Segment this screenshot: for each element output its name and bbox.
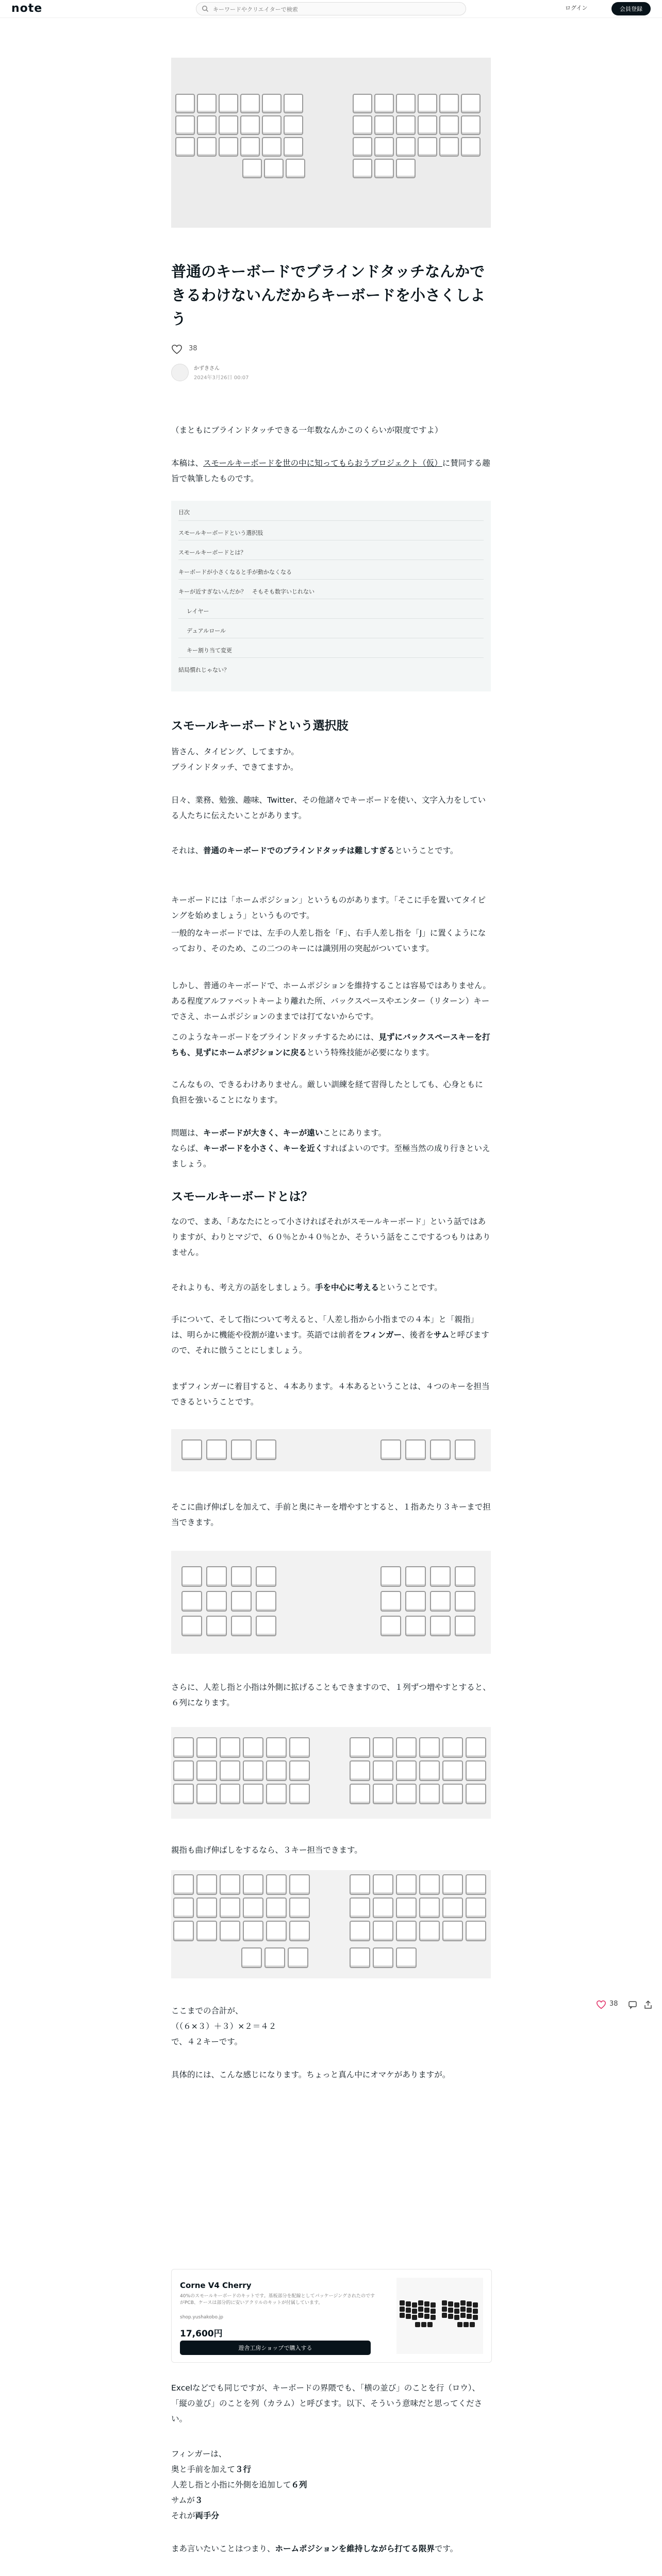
paragraph: ここまでの合計が、 [171,2006,243,2015]
keycap [396,1921,417,1941]
keycap [173,1897,194,1918]
keycap [181,1616,202,1636]
keycap [173,1737,194,1758]
product-keycap [412,2302,417,2308]
product-card[interactable] [171,2269,492,2363]
paragraph: まずフィンガーに着目すると、４本あります。４本あるということは、４つのキーを担当できるということです。 [171,1382,490,1406]
keycap [289,1784,310,1804]
project-post: に賛同する趣旨で執筆したものです。 [171,459,490,483]
paragraph: 手について、そして指について考えると、「人差し指から小指までの４本」と「親指」は、明らかに機能や役割が違います。英語では前者をフィンガー、後者をサムと呼びますので、それに倣うことにしましょう。 [171,1315,489,1355]
keyboard-figure-4 [171,1870,491,1978]
keycap [289,1760,310,1781]
keycap [373,1737,393,1758]
product-keycap [424,2301,429,2307]
keycap [196,1737,217,1758]
keycap [353,159,372,178]
product-keycap [448,2308,453,2313]
keycap [442,1760,463,1781]
product-keycap [431,2309,436,2314]
keycap [231,1591,252,1612]
paragraph: それが両手分 [171,2511,220,2520]
product-keycap [473,2315,478,2320]
keycap [380,1566,401,1587]
paragraph: サムが３ [171,2496,203,2505]
keycap [374,94,394,113]
product-keycap [421,2322,426,2327]
paragraph: しかし、普通のキーボードで、ホームポジションを維持することは容易ではありません。ある程度アルファベットキーより離れた所、バックスペースやエンター（リターン）キーでさえ、ホームポジションのままでは打てないからです。 [171,981,491,1021]
keycap [461,115,481,135]
site-header [0,0,662,18]
keycap [206,1616,227,1636]
keycap [396,115,416,135]
product-image[interactable] [396,2278,483,2354]
keycap [175,115,195,135]
toc-item[interactable]: キーボードが小さくなると手が動かなくなる [178,569,292,575]
split-keyboard-image [396,2278,483,2354]
keycap [466,1921,486,1941]
product-shop: shop.yushakobo.jp [180,2315,223,2320]
product-keycap [418,2300,423,2306]
keycap [173,1921,194,1941]
keycap [219,137,238,157]
toc-item[interactable]: レイヤー [187,608,209,615]
paragraph: このようなキーボードをブラインドタッチするためには、見ずにバックスペースキーを打ちも、見ずにホームポジションに戻るという特殊技能が必要になります。 [171,1032,490,1057]
product-keycap [418,2307,423,2312]
keycap [266,1760,287,1781]
keyboard-figure-2 [171,1551,491,1654]
paragraph: それは、普通のキーボードでのブラインドタッチは難しすぎるということです。 [171,846,458,855]
keycap [396,1897,417,1918]
project-text [171,455,491,486]
keycap [231,1566,252,1587]
keycap [350,1921,370,1941]
keycap [196,1784,217,1804]
product-keycap [454,2315,459,2320]
keycap [173,1784,194,1804]
keycap [231,1616,252,1636]
paragraph: さらに、人差し指と小指は外側に拡げることもできますので、１列ずつ増やすとすると、６列になります。 [171,1683,491,1707]
keycap [442,1897,463,1918]
product-keycap [424,2314,429,2319]
product-keycap [427,2322,433,2327]
keycap [289,1737,310,1758]
keycap [262,137,282,157]
keycap [220,1784,240,1804]
keycap [466,1784,486,1804]
paragraph: 具体的には、こんな感じになります。ちょっと真ん中にオマケがありますが。 [171,2070,451,2079]
keycap [466,1874,486,1895]
keycap [419,1897,440,1918]
keycap [353,115,372,135]
paragraph: 親指も曲げ伸ばしをするなら、３キー担当できます。 [171,1845,362,1855]
product-description: 40%のスモールキーボードのキットです。基板部分を配線としてパッケージングされたのですがPCB、ケースは部分的に安いアクリルのキットが付属しています。 [180,2294,375,2306]
avatar[interactable] [171,364,189,381]
keycap [220,1874,240,1895]
keycap [430,1616,451,1636]
keycap [374,137,394,157]
keycap [396,1760,417,1781]
keycap [243,1760,263,1781]
keycap [241,1947,262,1968]
keycap [266,1737,287,1758]
product-keycap [457,2322,462,2327]
product-keycap [460,2307,466,2312]
product-keycap [400,2313,405,2318]
keycap [373,1784,393,1804]
login-link[interactable]: ログイン [565,5,588,11]
keycap [181,1591,202,1612]
keycap [256,1591,276,1612]
comment-icon[interactable] [628,2000,637,2009]
keycap [350,1737,370,1758]
keycap [405,1616,426,1636]
keycap [197,137,217,157]
keycap [243,1897,263,1918]
keycap [256,1616,276,1636]
keycap [181,1439,202,1460]
keycap [206,1566,227,1587]
product-keycap [454,2302,459,2308]
keycap [353,94,372,113]
signup-button[interactable]: 会員登録 [611,2,651,15]
keycap [262,94,282,113]
share-icon[interactable] [643,2000,653,2009]
keycap [442,1921,463,1941]
keycap [373,1897,393,1918]
product-keycap [470,2322,475,2327]
keycap [442,1874,463,1895]
keycap [373,1947,393,1968]
keycap [439,137,459,157]
keycap [240,137,260,157]
paragraph: 一般的なキーボードでは、左手の人差し指を「F」、右手人差し指を「J」に置くようになっており、そのため、この二つのキーには識別用の突起がついています。 [171,928,486,953]
keycap [461,94,481,113]
keycap [219,94,238,113]
like-count: 38 [189,345,197,352]
keyboard-figure-3 [171,1727,491,1819]
keycap [455,1439,475,1460]
product-keycap [460,2313,466,2318]
paragraph: で、４２キーです。 [171,2037,242,2046]
keycap [175,137,195,157]
keycap [173,1760,194,1781]
buy-button[interactable]: 遊舎工房ショップで購入する [180,2341,371,2355]
product-keycap [406,2308,411,2313]
keycap [405,1591,426,1612]
keycap [284,137,303,157]
paragraph: ならば、キーボードを小さく、キーを近くすればよいのです。至極当然の成り行きといえましょう。 [171,1144,490,1168]
keycap [418,94,437,113]
paragraph: フィンガーは、 [171,2449,227,2459]
keycap [396,159,416,178]
keycap [266,1784,287,1804]
keycap [264,1947,285,1968]
search-icon [202,5,209,12]
keycap [243,1784,263,1804]
paragraph: ブラインドタッチ、できてますか。 [171,762,299,772]
heart-icon[interactable] [596,2000,606,2009]
keycap [466,1760,486,1781]
keycap [455,1566,475,1587]
keycap [374,115,394,135]
project-pre: 本稿は、 [171,459,204,468]
product-keycap [415,2322,420,2327]
product-keycap [460,2300,466,2306]
product-keycap [424,2308,429,2313]
keycap [220,1737,240,1758]
paragraph [171,2574,491,2576]
keycap [220,1897,240,1918]
note-logo[interactable]: note [11,2,43,15]
keycap [289,1921,310,1941]
keycap [266,1874,287,1895]
keycap [374,159,394,178]
paragraph: （（６×３）＋３）×２＝４２ [171,2022,277,2031]
paragraph: 日々、業務、勉強、趣味、Twitter、その他諸々でキーボードを使い、文字入力をしている人たちに伝えたいことがあります。 [171,795,486,820]
paragraph: なので、まあ、「あなたにとって小さければそれがスモールキーボード」という話ではありますが、わりとマジで、６０％とか４０％とか、そういう話をここでするつもりはありません。 [171,1217,491,1257]
keycap [242,159,262,178]
product-keycap [473,2309,478,2314]
paragraph: 皆さん、タイピング、してますか。 [171,747,299,756]
keycap [288,1947,308,1968]
product-title[interactable]: Corne V4 Cherry [180,2281,252,2290]
keycap [430,1439,451,1460]
publish-date: 2024年3月26日 00:07 [194,375,249,381]
keycap [286,159,305,178]
keycap [419,1737,440,1758]
paragraph: 人差し指と小指に外側を追加して６列 [171,2480,307,2489]
product-keycap [400,2307,405,2312]
keycap [206,1591,227,1612]
keycap [373,1921,393,1941]
keycap [350,1760,370,1781]
keycap [350,1874,370,1895]
keycap [220,1921,240,1941]
toc-item[interactable]: スモールキーボードという選択肢 [178,530,263,536]
keycap [461,137,481,157]
keycap [196,1874,217,1895]
search-input[interactable] [212,4,461,14]
product-keycap [467,2301,472,2307]
keycap [266,1921,287,1941]
keycap [181,1566,202,1587]
keycap [289,1874,310,1895]
keycap [196,1921,217,1941]
toc-item[interactable]: 結局慣れじゃない？ [178,667,229,673]
keycap [405,1439,426,1460]
keycap [175,94,195,113]
paragraph: 問題は、キーボードが大きく、キーが遠いことにあります。 [171,1128,386,1138]
keycap [419,1921,440,1941]
keycap [289,1897,310,1918]
keycap [418,137,437,157]
product-keycap [448,2301,453,2307]
author-name[interactable]: かずきさん [194,366,220,371]
keycap [419,1760,440,1781]
keycap [373,1760,393,1781]
table-of-contents [171,501,491,691]
keycap [396,137,416,157]
paragraph: 奥と手前を加えて３行 [171,2465,252,2474]
paragraph: こんなもの、できるわけありません。厳しい訓練を経て習得したとしても、心身ともに負担を強いることになります。 [171,1080,483,1105]
keycap [419,1784,440,1804]
product-keycap [406,2301,411,2307]
side-like-count: 38 [609,2000,618,2008]
product-keycap [400,2300,405,2306]
section-heading: スモールキーボードという選択肢 [171,719,349,733]
keycap [266,1897,287,1918]
keycap [396,1737,417,1758]
keycap [284,94,303,113]
product-keycap [442,2300,447,2306]
product-keycap [431,2315,436,2320]
product-price: 17,600円 [180,2329,223,2339]
paragraph: Excelなどでも同じですが、キーボードの界隈でも、「横の並び」のことを行（ロウ）、「縦の並び」のことを列（カラム）と呼びます。以下、そういう意味だと思ってください。 [171,2383,483,2424]
heart-icon[interactable] [171,344,183,354]
keycap [243,1921,263,1941]
paragraph: そこに曲げ伸ばしを加えて、手前と奥にキーを増やすとすると、１指あたり３キーまで担当できます。 [171,1502,491,1527]
keycap [284,115,303,135]
keycap [466,1737,486,1758]
keycap [173,1874,194,1895]
product-keycap [418,2313,423,2318]
keycap [243,1874,263,1895]
keycap [350,1947,370,1968]
keycap [231,1439,252,1460]
project-link[interactable]: スモールキーボードを世の中に知ってもらおうプロジェクト（仮） [203,459,442,468]
keycap [240,94,260,113]
product-keycap [442,2307,447,2312]
paragraph: それよりも、考え方の話をしましょう。手を中心に考えるということです。 [171,1283,442,1292]
keycap [350,1784,370,1804]
product-keycap [473,2302,478,2308]
toc-item[interactable]: キーが近すぎないんだか？ そもそも数字いじれない [178,588,315,595]
keycap [396,1874,417,1895]
keycap [442,1737,463,1758]
product-keycap [412,2315,417,2320]
keycap [380,1616,401,1636]
keycap [396,94,416,113]
keycap [196,1760,217,1781]
keycap [430,1566,451,1587]
keycap [197,94,217,113]
product-keycap [412,2309,417,2314]
keycap [243,1737,263,1758]
toc-item[interactable]: デュアルロール [187,628,226,634]
keycap [350,1897,370,1918]
search-box[interactable] [196,2,466,15]
keycap [455,1591,475,1612]
keycap [220,1760,240,1781]
toc-item[interactable]: スモールキーボードとは？ [178,549,246,556]
product-keycap [464,2322,469,2327]
paragraph: まあ言いたいことはつまり、ホームポジションを維持しながら打てる限界です。 [171,2544,458,2553]
product-keycap [454,2309,459,2314]
toc-item[interactable]: キー割り当て変更 [187,647,232,654]
keycap [219,115,238,135]
keycap [419,1874,440,1895]
keycap [439,94,459,113]
keycap [197,115,217,135]
product-keycap [448,2314,453,2319]
keycap [256,1439,276,1460]
keycap [240,115,260,135]
keycap [264,159,284,178]
keycap [396,1784,417,1804]
product-keycap [406,2314,411,2319]
keycap [442,1784,463,1804]
product-keycap [467,2308,472,2313]
intro-text: （まともにブラインドタッチできる一年数なんかこのくらいが限度ですよ） [171,426,443,435]
keycap [373,1874,393,1895]
product-keycap [442,2313,447,2318]
keyboard-figure-1 [171,1429,491,1471]
keycap [380,1439,401,1460]
paragraph: キーボードには「ホームポジション」というものがあります。「そこに手を置いてタイピングを始めましょう」というものです。 [171,895,486,920]
keycap [262,115,282,135]
toc-title: 目次 [178,509,190,516]
keycap [418,115,437,135]
keycap [455,1616,475,1636]
keycap [196,1897,217,1918]
product-keycap [431,2302,436,2308]
keycap [439,115,459,135]
keycap [405,1566,426,1587]
keycap [396,1947,417,1968]
section-heading: スモールキーボードとは？ [171,1190,313,1204]
keycap [353,137,372,157]
keycap [466,1897,486,1918]
product-keycap [467,2314,472,2319]
hero-image [171,58,491,228]
keycap [380,1591,401,1612]
keycap [256,1566,276,1587]
keycap [206,1439,227,1460]
article-title: 普通のキーボードでブラインドタッチなんかできるわけないんだからキーボードを小さくしよう [171,263,486,328]
keycap [430,1591,451,1612]
